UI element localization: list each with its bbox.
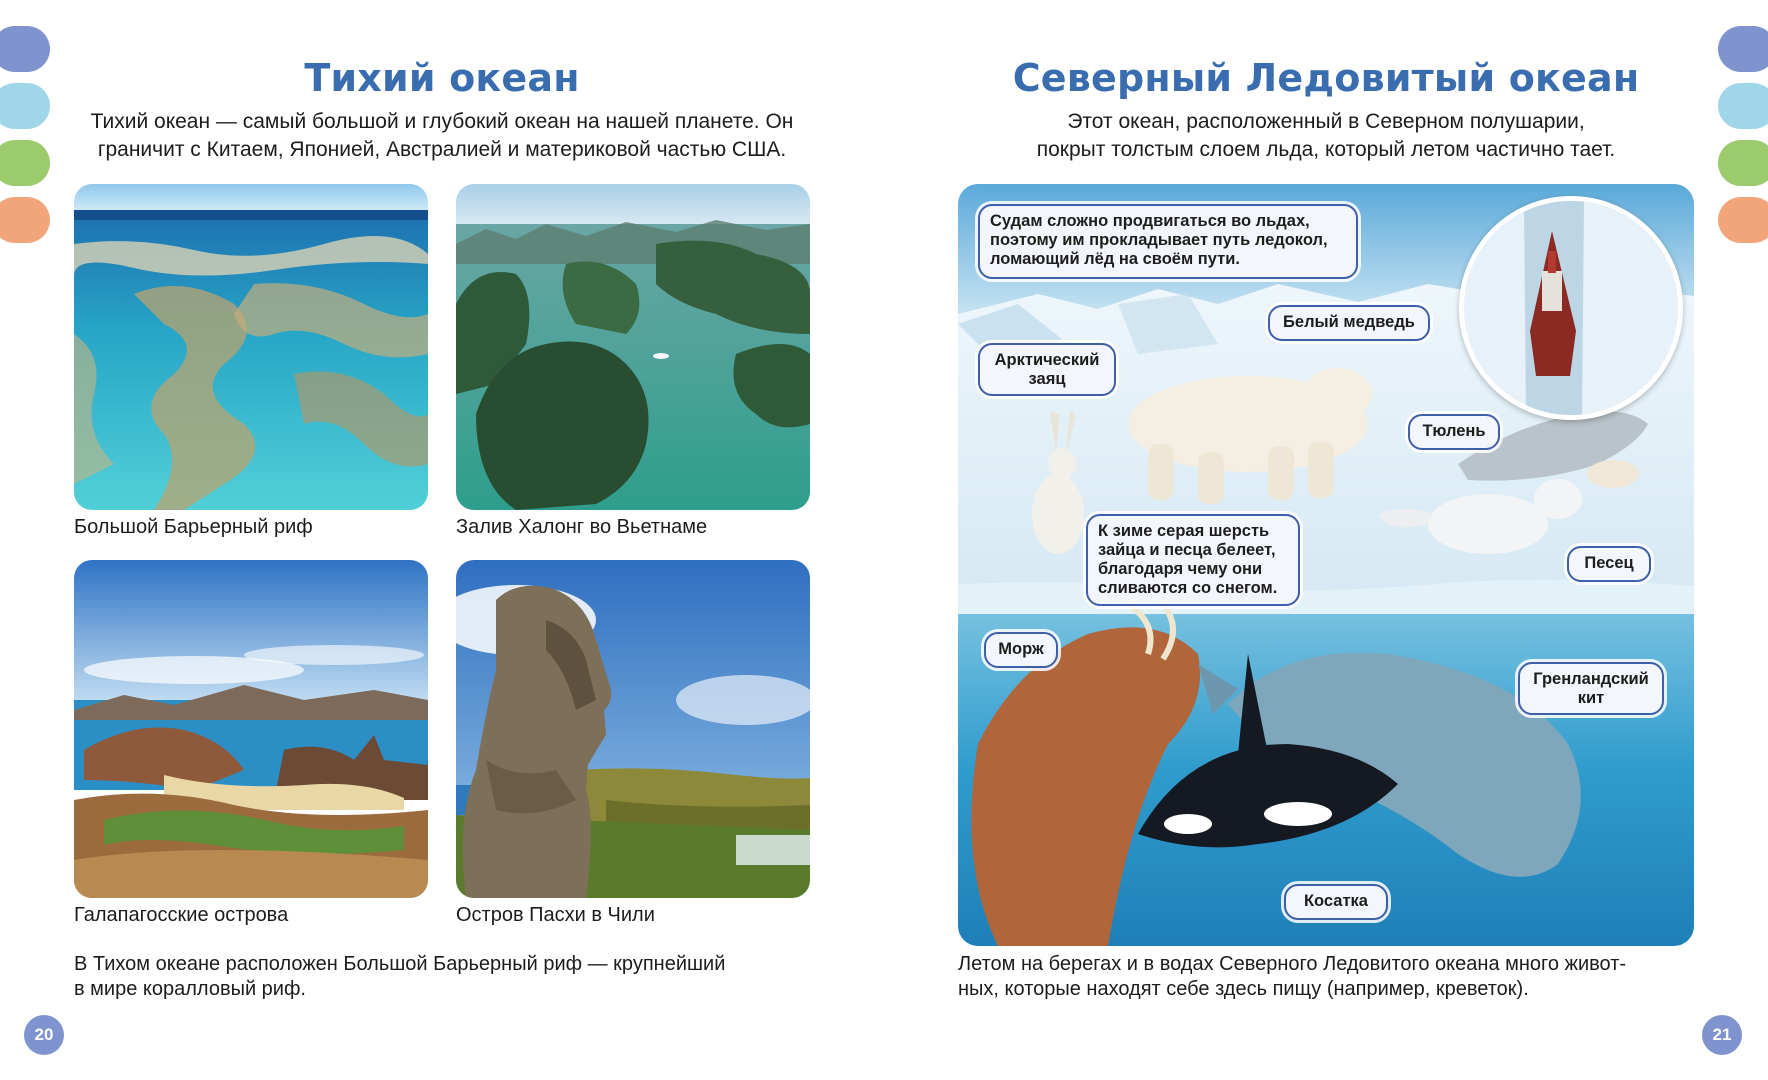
- label-arctic-fox: Песец: [1567, 546, 1651, 582]
- winter-note-line-3: благодаря чему они: [1098, 560, 1263, 578]
- winter-note-line-4: сливаются со снегом.: [1098, 579, 1278, 597]
- greenland-whale-line-1: Гренландский: [1533, 670, 1649, 688]
- left-intro-line-2: граничит с Китаем, Японией, Австралией и материковой частью США.: [97, 138, 787, 161]
- winter-note-line-1: К зиме серая шерсть: [1098, 522, 1270, 540]
- right-intro-line-2: покрыт толстым слоем льда, который летом частично тает.: [1036, 138, 1616, 161]
- label-greenland-whale: [1518, 662, 1664, 715]
- arctic-hare-line-2: заяц: [1028, 370, 1066, 388]
- right-bottom-line-2: ных, которые находят себе здесь пищу (например, креветок).: [958, 978, 1529, 1000]
- side-tab-blue-right: [1718, 26, 1768, 72]
- winter-note-line-2: зайца и песца белеет,: [1098, 541, 1276, 559]
- side-tab-cyan: [0, 83, 50, 129]
- caption-easter-island: Остров Пасхи в Чили: [456, 904, 655, 926]
- side-tab-orange: [0, 197, 50, 243]
- label-walrus: Морж: [984, 632, 1058, 668]
- page-number-left: 20: [24, 1015, 64, 1055]
- icebreaker-note-line-2: поэтому им прокладывает путь ледокол,: [990, 231, 1328, 249]
- left-intro-line-1: Тихий океан — самый большой и глубокий океан на нашей планете. Он: [90, 110, 794, 133]
- label-orca: Косатка: [1284, 884, 1388, 920]
- photo-halong-bay: [456, 184, 810, 510]
- left-bottom-line-2: в мире коралловый риф.: [74, 978, 306, 1000]
- side-tab-orange-right: [1718, 197, 1768, 243]
- side-tab-green: [0, 140, 50, 186]
- label-seal: Тюлень: [1408, 414, 1500, 450]
- right-intro-line-1: Этот океан, расположенный в Северном полушарии,: [1067, 110, 1585, 133]
- caption-galapagos: Галапагосские острова: [74, 904, 289, 926]
- arctic-hare-line-1: Арктический: [994, 351, 1100, 369]
- icebreaker-inset: [1459, 196, 1683, 420]
- photo-great-barrier-reef: [74, 184, 428, 510]
- greenland-whale-line-2: кит: [1577, 689, 1605, 707]
- icebreaker-note-line-3: ломающий лёд на своём пути.: [990, 250, 1240, 268]
- side-tab-green-right: [1718, 140, 1768, 186]
- icebreaker-note-line-1: Судам сложно продвигаться во льдах,: [990, 212, 1310, 230]
- label-icebreaker-note: [978, 204, 1358, 279]
- side-tab-blue: [0, 26, 50, 72]
- caption-great-barrier-reef: Большой Барьерный риф: [74, 516, 313, 538]
- label-arctic-hare: [978, 343, 1116, 396]
- right-bottom-line-1: Летом на берегах и в водах Северного Ледовитого океана много живот-: [958, 953, 1627, 975]
- side-tab-cyan-right: [1718, 83, 1768, 129]
- left-bottom-line-1: В Тихом океане расположен Большой Барьерный риф — крупнейший: [74, 953, 726, 975]
- page-number-right: 21: [1702, 1015, 1742, 1055]
- left-page-title: Тихий океан: [304, 56, 580, 100]
- right-page-title: Северный Ледовитый океан: [1012, 56, 1640, 100]
- label-polar-bear: Белый медведь: [1268, 305, 1430, 341]
- photo-galapagos: [74, 560, 428, 898]
- caption-halong-bay: Залив Халонг во Вьетнаме: [456, 516, 708, 538]
- photo-easter-island: [456, 560, 810, 898]
- label-winter-note: [1086, 514, 1300, 606]
